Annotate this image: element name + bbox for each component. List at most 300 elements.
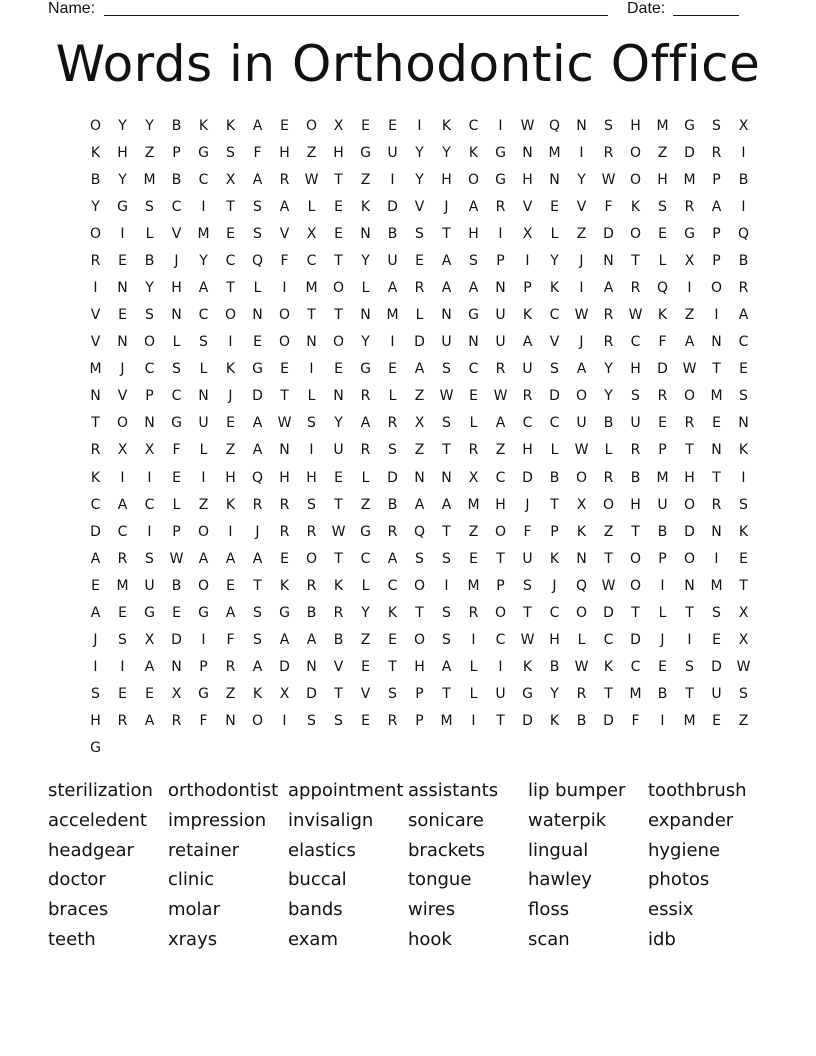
grid-letter[interactable]: D bbox=[171, 632, 182, 649]
grid-letter[interactable]: H bbox=[279, 144, 290, 161]
grid-letter[interactable]: A bbox=[576, 361, 587, 378]
grid-letter[interactable]: R bbox=[630, 280, 641, 296]
grid-letter[interactable]: K bbox=[630, 198, 641, 215]
grid-letter[interactable]: S bbox=[442, 632, 451, 649]
grid-letter[interactable]: T bbox=[604, 550, 613, 567]
grid-letter[interactable]: H bbox=[468, 225, 479, 242]
grid-letter[interactable]: V bbox=[414, 198, 425, 215]
grid-letter[interactable]: L bbox=[199, 442, 208, 459]
grid-letter[interactable]: S bbox=[739, 388, 748, 405]
grid-letter[interactable]: A bbox=[495, 415, 506, 432]
grid-letter[interactable]: N bbox=[144, 415, 155, 432]
grid-letter[interactable]: Q bbox=[251, 469, 264, 486]
grid-letter[interactable]: A bbox=[468, 198, 479, 215]
grid-letter[interactable]: I bbox=[579, 280, 584, 296]
grid-letter[interactable]: C bbox=[549, 415, 560, 432]
grid-letter[interactable]: A bbox=[144, 713, 155, 730]
grid-letter[interactable]: Z bbox=[225, 686, 236, 703]
grid-letter[interactable]: L bbox=[199, 361, 208, 378]
grid-letter[interactable]: L bbox=[361, 577, 370, 594]
grid-letter[interactable]: O bbox=[197, 523, 210, 540]
grid-letter[interactable]: O bbox=[494, 604, 507, 621]
grid-letter[interactable]: I bbox=[309, 361, 314, 378]
grid-letter[interactable]: A bbox=[252, 442, 263, 459]
grid-letter[interactable]: O bbox=[197, 577, 210, 594]
grid-letter[interactable]: E bbox=[280, 361, 289, 378]
grid-letter[interactable]: Z bbox=[576, 225, 587, 242]
grid-letter[interactable]: B bbox=[144, 252, 155, 269]
grid-letter[interactable]: U bbox=[495, 686, 506, 703]
grid-letter[interactable]: E bbox=[172, 604, 181, 621]
grid-letter[interactable]: O bbox=[413, 577, 426, 594]
grid-letter[interactable]: H bbox=[306, 469, 317, 486]
grid-letter[interactable]: H bbox=[630, 496, 641, 513]
grid-letter[interactable]: G bbox=[279, 604, 290, 621]
grid-letter[interactable]: W bbox=[331, 523, 346, 540]
grid-letter[interactable]: Z bbox=[657, 144, 668, 161]
grid-letter[interactable]: H bbox=[171, 280, 182, 296]
grid-letter[interactable]: K bbox=[549, 550, 560, 567]
grid-letter[interactable]: S bbox=[415, 550, 424, 567]
grid-letter[interactable]: C bbox=[549, 307, 560, 324]
grid-letter[interactable]: O bbox=[305, 550, 318, 567]
grid-letter[interactable]: M bbox=[548, 144, 561, 161]
grid-letter[interactable]: W bbox=[520, 632, 535, 649]
grid-letter[interactable]: M bbox=[683, 171, 696, 188]
grid-letter[interactable]: N bbox=[603, 252, 614, 269]
grid-letter[interactable]: I bbox=[201, 632, 206, 649]
grid-letter[interactable]: O bbox=[143, 334, 156, 351]
grid-letter[interactable]: T bbox=[442, 686, 451, 703]
grid-letter[interactable]: Y bbox=[442, 144, 451, 161]
grid-letter[interactable]: E bbox=[712, 632, 721, 649]
grid-letter[interactable]: N bbox=[711, 442, 722, 459]
grid-letter[interactable]: Z bbox=[198, 496, 209, 513]
grid-letter[interactable]: O bbox=[683, 496, 696, 513]
grid-letter[interactable]: T bbox=[280, 388, 289, 405]
grid-letter[interactable]: I bbox=[120, 469, 125, 486]
grid-letter[interactable]: B bbox=[738, 252, 749, 269]
grid-letter[interactable]: X bbox=[225, 171, 236, 188]
date-blank-line[interactable] bbox=[673, 0, 739, 16]
grid-letter[interactable]: E bbox=[226, 225, 235, 242]
grid-letter[interactable]: H bbox=[684, 469, 695, 486]
grid-letter[interactable]: X bbox=[279, 686, 290, 703]
grid-letter[interactable]: I bbox=[120, 659, 125, 676]
grid-letter[interactable]: D bbox=[603, 713, 614, 730]
grid-letter[interactable]: S bbox=[739, 496, 748, 513]
grid-letter[interactable]: L bbox=[658, 252, 667, 269]
grid-letter[interactable]: I bbox=[687, 632, 692, 649]
grid-letter[interactable]: K bbox=[198, 117, 209, 134]
grid-letter[interactable]: G bbox=[360, 523, 371, 540]
grid-letter[interactable]: M bbox=[440, 713, 453, 730]
grid-letter[interactable]: U bbox=[711, 686, 722, 703]
grid-letter[interactable]: R bbox=[252, 496, 263, 513]
grid-letter[interactable]: I bbox=[687, 280, 692, 296]
grid-letter[interactable]: Y bbox=[118, 117, 127, 134]
grid-letter[interactable]: W bbox=[601, 577, 616, 594]
grid-letter[interactable]: I bbox=[93, 659, 98, 676]
grid-letter[interactable]: S bbox=[307, 496, 316, 513]
grid-letter[interactable]: I bbox=[660, 577, 665, 594]
grid-letter[interactable]: V bbox=[333, 659, 344, 676]
grid-letter[interactable]: D bbox=[684, 144, 695, 161]
grid-letter[interactable]: R bbox=[738, 280, 749, 296]
grid-letter[interactable]: P bbox=[145, 388, 154, 405]
grid-letter[interactable]: K bbox=[360, 198, 371, 215]
grid-letter[interactable]: U bbox=[198, 415, 209, 432]
grid-letter[interactable]: U bbox=[495, 307, 506, 324]
grid-letter[interactable]: T bbox=[226, 280, 235, 296]
grid-letter[interactable]: D bbox=[414, 334, 425, 351]
grid-letter[interactable]: G bbox=[684, 225, 695, 242]
grid-letter[interactable]: N bbox=[549, 171, 560, 188]
grid-letter[interactable]: U bbox=[522, 550, 533, 567]
grid-letter[interactable]: N bbox=[441, 469, 452, 486]
grid-letter[interactable]: X bbox=[684, 252, 695, 269]
grid-letter[interactable]: F bbox=[604, 198, 613, 215]
grid-letter[interactable]: H bbox=[333, 144, 344, 161]
grid-letter[interactable]: Y bbox=[145, 117, 154, 134]
grid-letter[interactable]: E bbox=[118, 307, 127, 324]
grid-letter[interactable]: C bbox=[198, 171, 209, 188]
grid-letter[interactable]: N bbox=[333, 388, 344, 405]
grid-letter[interactable]: I bbox=[147, 469, 152, 486]
grid-letter[interactable]: L bbox=[469, 415, 478, 432]
grid-letter[interactable]: M bbox=[305, 280, 318, 296]
grid-letter[interactable]: B bbox=[657, 686, 668, 703]
grid-letter[interactable]: Q bbox=[737, 225, 750, 242]
grid-letter[interactable]: G bbox=[144, 604, 155, 621]
grid-letter[interactable]: S bbox=[307, 415, 316, 432]
grid-letter[interactable]: R bbox=[630, 442, 641, 459]
grid-letter[interactable]: O bbox=[575, 388, 588, 405]
grid-letter[interactable]: F bbox=[658, 334, 667, 351]
grid-letter[interactable]: Q bbox=[548, 117, 561, 134]
grid-letter[interactable]: E bbox=[334, 469, 343, 486]
grid-letter[interactable]: V bbox=[360, 686, 371, 703]
grid-letter[interactable]: E bbox=[172, 469, 181, 486]
grid-letter[interactable]: U bbox=[387, 252, 398, 269]
grid-letter[interactable]: K bbox=[468, 144, 479, 161]
grid-letter[interactable]: N bbox=[711, 523, 722, 540]
grid-letter[interactable]: S bbox=[658, 198, 667, 215]
grid-letter[interactable]: S bbox=[739, 686, 748, 703]
grid-letter[interactable]: N bbox=[171, 307, 182, 324]
grid-letter[interactable]: Y bbox=[415, 144, 424, 161]
grid-letter[interactable]: R bbox=[387, 523, 398, 540]
grid-letter[interactable]: E bbox=[739, 550, 748, 567]
grid-letter[interactable]: Y bbox=[550, 686, 559, 703]
grid-letter[interactable]: O bbox=[332, 334, 345, 351]
grid-letter[interactable]: X bbox=[117, 442, 128, 459]
grid-letter[interactable]: L bbox=[469, 659, 478, 676]
grid-letter[interactable]: H bbox=[225, 469, 236, 486]
grid-letter[interactable]: Q bbox=[575, 577, 588, 594]
grid-letter[interactable]: G bbox=[360, 361, 371, 378]
grid-letter[interactable]: I bbox=[498, 225, 503, 242]
grid-letter[interactable]: C bbox=[360, 550, 371, 567]
grid-letter[interactable]: A bbox=[603, 280, 614, 296]
grid-letter[interactable]: Z bbox=[360, 496, 371, 513]
grid-letter[interactable]: I bbox=[444, 577, 449, 594]
grid-letter[interactable]: K bbox=[549, 713, 560, 730]
grid-letter[interactable]: O bbox=[575, 469, 588, 486]
grid-letter[interactable]: Y bbox=[604, 388, 613, 405]
grid-letter[interactable]: T bbox=[415, 604, 424, 621]
grid-letter[interactable]: Z bbox=[225, 442, 236, 459]
grid-letter[interactable]: G bbox=[171, 415, 182, 432]
grid-letter[interactable]: T bbox=[523, 604, 532, 621]
grid-letter[interactable]: A bbox=[387, 280, 398, 296]
grid-letter[interactable]: G bbox=[684, 117, 695, 134]
grid-letter[interactable]: K bbox=[225, 496, 236, 513]
grid-letter[interactable]: B bbox=[171, 171, 182, 188]
grid-letter[interactable]: A bbox=[414, 361, 425, 378]
grid-letter[interactable]: F bbox=[253, 144, 262, 161]
grid-letter[interactable]: R bbox=[360, 442, 371, 459]
grid-letter[interactable]: R bbox=[711, 496, 722, 513]
grid-letter[interactable]: T bbox=[550, 496, 559, 513]
grid-letter[interactable]: I bbox=[417, 117, 422, 134]
grid-letter[interactable]: P bbox=[712, 171, 721, 188]
grid-letter[interactable]: E bbox=[145, 686, 154, 703]
grid-letter[interactable]: J bbox=[93, 632, 98, 649]
grid-letter[interactable]: H bbox=[414, 659, 425, 676]
grid-letter[interactable]: D bbox=[522, 469, 533, 486]
grid-letter[interactable]: J bbox=[579, 252, 584, 269]
grid-letter[interactable]: I bbox=[93, 280, 98, 296]
grid-letter[interactable]: W bbox=[628, 307, 643, 324]
grid-letter[interactable]: H bbox=[90, 713, 101, 730]
grid-letter[interactable]: U bbox=[387, 144, 398, 161]
grid-letter[interactable]: R bbox=[711, 144, 722, 161]
grid-letter[interactable]: B bbox=[549, 659, 560, 676]
grid-letter[interactable]: B bbox=[171, 577, 182, 594]
grid-letter[interactable]: S bbox=[253, 632, 262, 649]
grid-letter[interactable]: N bbox=[468, 334, 479, 351]
grid-letter[interactable]: N bbox=[576, 550, 587, 567]
grid-letter[interactable]: M bbox=[710, 388, 723, 405]
grid-letter[interactable]: T bbox=[685, 686, 694, 703]
grid-letter[interactable]: T bbox=[253, 577, 262, 594]
grid-letter[interactable]: G bbox=[360, 144, 371, 161]
grid-letter[interactable]: T bbox=[712, 361, 721, 378]
grid-letter[interactable]: Y bbox=[361, 252, 370, 269]
grid-letter[interactable]: O bbox=[710, 280, 723, 296]
grid-letter[interactable]: J bbox=[255, 523, 260, 540]
grid-letter[interactable]: O bbox=[683, 388, 696, 405]
grid-letter[interactable]: C bbox=[171, 198, 182, 215]
grid-letter[interactable]: E bbox=[388, 361, 397, 378]
grid-letter[interactable]: L bbox=[550, 442, 559, 459]
grid-letter[interactable]: I bbox=[120, 225, 125, 242]
grid-letter[interactable]: L bbox=[550, 225, 559, 242]
grid-letter[interactable]: I bbox=[390, 171, 395, 188]
grid-letter[interactable]: K bbox=[90, 469, 101, 486]
grid-letter[interactable]: D bbox=[306, 686, 317, 703]
grid-letter[interactable]: E bbox=[739, 361, 748, 378]
grid-letter[interactable]: S bbox=[550, 361, 559, 378]
grid-letter[interactable]: T bbox=[334, 496, 343, 513]
grid-letter[interactable]: I bbox=[714, 307, 719, 324]
grid-letter[interactable]: E bbox=[712, 415, 721, 432]
grid-letter[interactable]: P bbox=[199, 659, 208, 676]
grid-letter[interactable]: R bbox=[603, 469, 614, 486]
grid-letter[interactable]: P bbox=[415, 686, 424, 703]
grid-letter[interactable]: T bbox=[226, 198, 235, 215]
grid-letter[interactable]: N bbox=[522, 144, 533, 161]
grid-letter[interactable]: S bbox=[226, 144, 235, 161]
grid-letter[interactable]: K bbox=[657, 307, 668, 324]
grid-letter[interactable]: N bbox=[306, 334, 317, 351]
grid-letter[interactable]: F bbox=[226, 632, 235, 649]
grid-letter[interactable]: I bbox=[228, 334, 233, 351]
grid-letter[interactable]: I bbox=[498, 117, 503, 134]
grid-letter[interactable]: W bbox=[169, 550, 184, 567]
grid-letter[interactable]: P bbox=[172, 144, 181, 161]
grid-letter[interactable]: A bbox=[198, 280, 209, 296]
grid-letter[interactable]: S bbox=[604, 117, 613, 134]
grid-letter[interactable]: R bbox=[495, 361, 506, 378]
grid-letter[interactable]: H bbox=[522, 171, 533, 188]
grid-letter[interactable]: N bbox=[171, 659, 182, 676]
grid-letter[interactable]: Z bbox=[738, 713, 749, 730]
grid-letter[interactable]: Y bbox=[145, 280, 154, 296]
grid-letter[interactable]: I bbox=[201, 198, 206, 215]
grid-letter[interactable]: V bbox=[90, 334, 101, 351]
grid-letter[interactable]: A bbox=[252, 117, 263, 134]
grid-letter[interactable]: H bbox=[279, 469, 290, 486]
grid-letter[interactable]: L bbox=[307, 198, 316, 215]
grid-letter[interactable]: R bbox=[603, 307, 614, 324]
grid-letter[interactable]: P bbox=[658, 442, 667, 459]
grid-letter[interactable]: L bbox=[415, 307, 424, 324]
grid-letter[interactable]: A bbox=[90, 550, 101, 567]
grid-letter[interactable]: S bbox=[685, 659, 694, 676]
grid-letter[interactable]: R bbox=[225, 659, 236, 676]
grid-letter[interactable]: K bbox=[738, 442, 749, 459]
grid-letter[interactable]: Z bbox=[468, 523, 479, 540]
grid-letter[interactable]: T bbox=[307, 307, 316, 324]
grid-letter[interactable]: Y bbox=[577, 171, 586, 188]
grid-letter[interactable]: Z bbox=[144, 144, 155, 161]
grid-letter[interactable]: I bbox=[282, 713, 287, 730]
grid-letter[interactable]: A bbox=[684, 334, 695, 351]
grid-letter[interactable]: B bbox=[630, 469, 641, 486]
grid-letter[interactable]: U bbox=[333, 442, 344, 459]
grid-letter[interactable]: S bbox=[712, 604, 721, 621]
grid-letter[interactable]: D bbox=[90, 523, 101, 540]
grid-letter[interactable]: F bbox=[172, 442, 181, 459]
grid-letter[interactable]: T bbox=[442, 225, 451, 242]
grid-letter[interactable]: A bbox=[711, 198, 722, 215]
grid-letter[interactable]: O bbox=[629, 144, 642, 161]
grid-letter[interactable]: T bbox=[685, 604, 694, 621]
grid-letter[interactable]: E bbox=[388, 632, 397, 649]
grid-letter[interactable]: F bbox=[199, 713, 208, 730]
grid-letter[interactable]: T bbox=[604, 686, 613, 703]
grid-letter[interactable]: B bbox=[306, 604, 317, 621]
grid-letter[interactable]: S bbox=[118, 632, 127, 649]
grid-letter[interactable]: E bbox=[91, 577, 100, 594]
grid-letter[interactable]: W bbox=[574, 307, 589, 324]
grid-letter[interactable]: O bbox=[629, 550, 642, 567]
grid-letter[interactable]: M bbox=[467, 577, 480, 594]
grid-letter[interactable]: M bbox=[710, 577, 723, 594]
grid-letter[interactable]: B bbox=[738, 171, 749, 188]
grid-letter[interactable]: X bbox=[738, 604, 749, 621]
grid-letter[interactable]: K bbox=[603, 659, 614, 676]
grid-letter[interactable]: W bbox=[520, 117, 535, 134]
grid-letter[interactable]: L bbox=[172, 334, 181, 351]
grid-letter[interactable]: I bbox=[498, 659, 503, 676]
grid-letter[interactable]: K bbox=[549, 280, 560, 296]
grid-letter[interactable]: S bbox=[145, 307, 154, 324]
grid-letter[interactable]: E bbox=[334, 225, 343, 242]
grid-letter[interactable]: D bbox=[603, 225, 614, 242]
grid-letter[interactable]: G bbox=[468, 307, 479, 324]
grid-letter[interactable]: E bbox=[388, 117, 397, 134]
grid-letter[interactable]: K bbox=[441, 117, 452, 134]
grid-letter[interactable]: G bbox=[522, 686, 533, 703]
grid-letter[interactable]: S bbox=[388, 686, 397, 703]
grid-letter[interactable]: F bbox=[280, 252, 289, 269]
grid-letter[interactable]: V bbox=[171, 225, 182, 242]
grid-letter[interactable]: T bbox=[334, 252, 343, 269]
grid-letter[interactable]: S bbox=[469, 252, 478, 269]
grid-letter[interactable]: S bbox=[145, 198, 154, 215]
grid-letter[interactable]: G bbox=[252, 361, 263, 378]
grid-letter[interactable]: K bbox=[90, 144, 101, 161]
grid-letter[interactable]: N bbox=[360, 307, 371, 324]
grid-letter[interactable]: Y bbox=[118, 171, 127, 188]
grid-letter[interactable]: W bbox=[574, 442, 589, 459]
grid-letter[interactable]: O bbox=[494, 523, 507, 540]
grid-letter[interactable]: R bbox=[171, 713, 182, 730]
grid-letter[interactable]: R bbox=[90, 252, 101, 269]
grid-letter[interactable]: C bbox=[117, 523, 128, 540]
grid-letter[interactable]: F bbox=[523, 523, 532, 540]
grid-letter[interactable]: R bbox=[90, 442, 101, 459]
grid-letter[interactable]: K bbox=[333, 577, 344, 594]
grid-letter[interactable]: V bbox=[522, 198, 533, 215]
name-blank-line[interactable] bbox=[104, 0, 608, 16]
grid-letter[interactable]: T bbox=[334, 550, 343, 567]
grid-letter[interactable]: P bbox=[415, 713, 424, 730]
grid-letter[interactable]: O bbox=[629, 577, 642, 594]
grid-letter[interactable]: R bbox=[117, 550, 128, 567]
grid-letter[interactable]: D bbox=[522, 713, 533, 730]
grid-letter[interactable]: T bbox=[631, 252, 640, 269]
grid-letter[interactable]: R bbox=[279, 496, 290, 513]
grid-letter[interactable]: D bbox=[684, 523, 695, 540]
grid-letter[interactable]: O bbox=[116, 415, 129, 432]
grid-letter[interactable]: A bbox=[252, 659, 263, 676]
grid-letter[interactable]: W bbox=[574, 659, 589, 676]
grid-letter[interactable]: A bbox=[252, 415, 263, 432]
grid-letter[interactable]: W bbox=[493, 388, 508, 405]
grid-letter[interactable]: X bbox=[144, 632, 155, 649]
grid-letter[interactable]: R bbox=[603, 334, 614, 351]
grid-letter[interactable]: N bbox=[414, 469, 425, 486]
grid-letter[interactable]: I bbox=[471, 713, 476, 730]
grid-letter[interactable]: I bbox=[741, 469, 746, 486]
grid-letter[interactable]: S bbox=[91, 686, 100, 703]
grid-letter[interactable]: T bbox=[496, 713, 505, 730]
grid-letter[interactable]: N bbox=[576, 117, 587, 134]
